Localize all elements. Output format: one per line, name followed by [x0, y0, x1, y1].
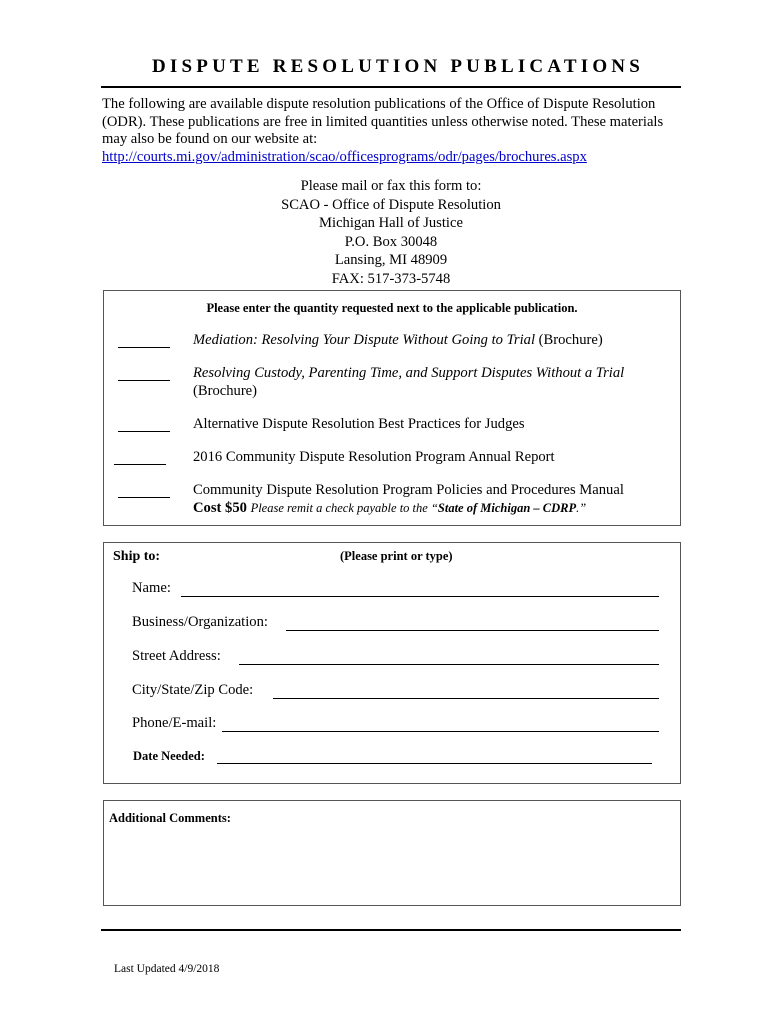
publication-item-3: Alternative Dispute Resolution Best Practices for Judges: [193, 416, 525, 432]
footer-divider: [101, 929, 681, 931]
name-field[interactable]: [181, 596, 659, 597]
mail-building: Michigan Hall of Justice: [319, 215, 463, 232]
date-needed-label: Date Needed:: [133, 749, 205, 763]
business-field[interactable]: [286, 630, 659, 631]
payment-note-prefix: Please remit a check payable to the “: [250, 500, 438, 515]
publication-type-1: (Brochure): [535, 332, 603, 348]
publication-cost: Cost $50: [193, 499, 247, 516]
quantity-field-3[interactable]: [118, 431, 170, 432]
quantity-field-1[interactable]: [118, 347, 170, 348]
intro-text: The following are available dispute resolution publications of the Office of Dispute Resolution (ODR). These publications are free in limited quantities unless otherwise noted. These materials may also be found on our website at:: [102, 96, 664, 148]
date-needed-field[interactable]: [217, 763, 652, 764]
ship-to-label: Ship to:: [113, 549, 161, 564]
phone-email-label: Phone/E-mail:: [132, 715, 217, 731]
name-label: Name:: [132, 580, 171, 596]
ship-to-box: [103, 542, 681, 784]
publication-title-5: Community Dispute Resolution Program Policies and Procedures Manual: [193, 482, 624, 498]
street-address-field[interactable]: [239, 664, 659, 665]
quantity-field-4[interactable]: [114, 464, 166, 465]
phone-email-field[interactable]: [222, 731, 659, 732]
publication-item-5: [193, 482, 673, 517]
city-state-zip-field[interactable]: [273, 698, 659, 699]
payment-note: [251, 501, 587, 515]
business-label: Business/Organization:: [132, 614, 268, 630]
city-state-zip-label: City/State/Zip Code:: [132, 682, 254, 698]
page-title: DISPUTE RESOLUTION PUBLICATIONS: [152, 56, 644, 77]
publication-item-1: [193, 332, 603, 350]
mailing-address: [101, 177, 681, 289]
intro-paragraph: [102, 96, 682, 166]
publications-heading: Please enter the quantity requested next to the applicable publication.: [206, 301, 578, 315]
payment-note-suffix: .”: [576, 500, 587, 515]
publication-title-2: Resolving Custody, Parenting Time, and Support Disputes Without a Trial: [193, 365, 625, 381]
comments-box[interactable]: [103, 800, 681, 906]
mail-office: SCAO - Office of Dispute Resolution: [281, 196, 501, 213]
publication-type-2: (Brochure): [193, 382, 258, 399]
quantity-field-5[interactable]: [118, 497, 170, 498]
mail-instruction: Please mail or fax this form to:: [300, 178, 482, 194]
comments-label: Additional Comments:: [109, 811, 231, 825]
publication-item-4: 2016 Community Dispute Resolution Program Annual Report: [193, 449, 555, 465]
last-updated: Last Updated 4/9/2018: [114, 963, 220, 975]
print-note: (Please print or type): [340, 549, 453, 563]
mail-city: Lansing, MI 48909: [334, 252, 448, 269]
street-address-label: Street Address:: [132, 648, 221, 664]
quantity-field-2[interactable]: [118, 380, 170, 381]
publication-item-2: [193, 365, 673, 400]
mail-po-box: P.O. Box 30048: [344, 233, 438, 250]
mail-fax: FAX: 517-373-5748: [331, 270, 451, 287]
brochures-link[interactable]: http://courts.mi.gov/administration/scao/officesprograms/odr/pages/brochures.aspx: [102, 148, 587, 165]
publication-title-1: Mediation: Resolving Your Dispute Without Going to Trial: [193, 332, 536, 348]
payment-payee: State of Michigan – CDRP: [437, 500, 577, 515]
title-divider: [101, 86, 681, 88]
publications-box: [103, 290, 681, 526]
